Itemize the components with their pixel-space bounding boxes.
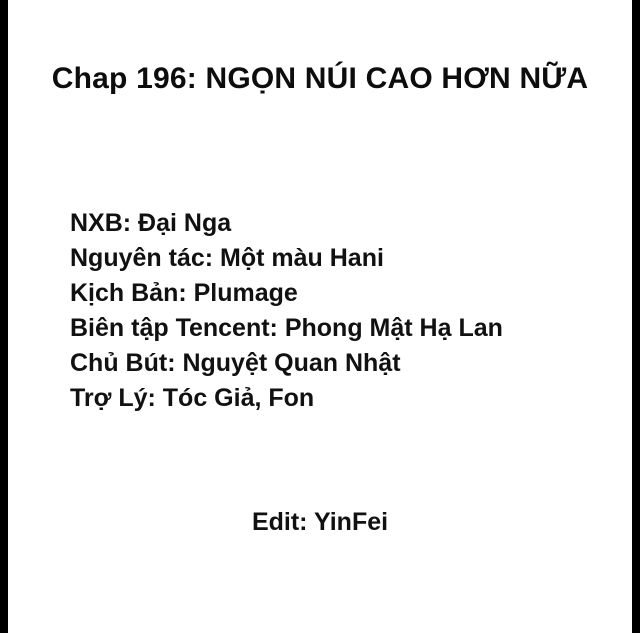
list-item: Biên tập Tencent: Phong Mật Hạ Lan bbox=[70, 314, 503, 342]
list-item: Chủ Bút: Nguyệt Quan Nhật bbox=[70, 349, 401, 377]
credits-list bbox=[70, 206, 590, 416]
list-item: Trợ Lý: Tóc Giả, Fon bbox=[70, 384, 315, 412]
list-item: NXB: Đại Nga bbox=[70, 209, 232, 237]
list-item: Kịch Bản: Plumage bbox=[70, 279, 298, 307]
editor-credit: Edit: YinFei bbox=[251, 508, 389, 536]
comic-credits-page bbox=[8, 0, 632, 633]
chapter-title: Chap 196: NGỌN NÚI CAO HƠN NỮA bbox=[51, 62, 589, 95]
list-item: Nguyên tác: Một màu Hani bbox=[70, 244, 384, 272]
